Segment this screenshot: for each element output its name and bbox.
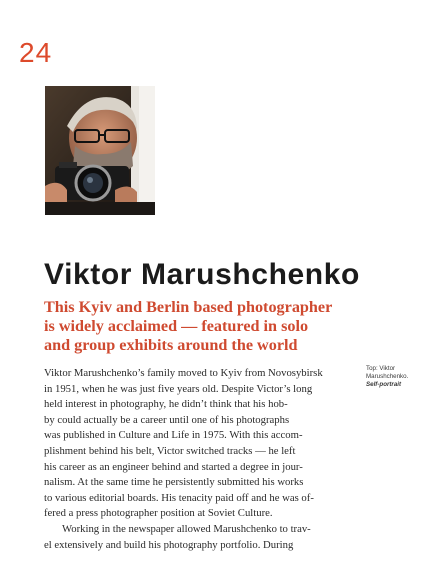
body-line: his career as an engineer behind and started a degree in jour- [44,460,303,473]
camera-portrait-image [45,86,155,215]
caption-line: Top: Viktor [366,365,396,372]
body-line: in 1951, when he was just five years old. Despite Victor’s long [44,382,313,395]
article-subtitle [44,298,384,355]
article-title: Viktor Marushchenko [44,258,360,291]
article-body [44,366,364,553]
body-line: nalism. At the same time he persistently submitted his works [44,476,304,489]
caption-credit: Self-portrait [366,381,402,388]
body-line: plishment behind his belt, Victor switched tracks — he left [44,444,296,457]
page-number: 24 [19,37,53,68]
self-portrait-photo [45,86,155,215]
body-line: to various editorial boards. His tenacity paid off and he was of- [44,491,314,504]
photo-caption [366,365,421,389]
caption-line: Marushchenko. [366,373,409,380]
subtitle-line: is widely acclaimed — featured in solo [44,317,309,335]
body-line: el extensively and build his photography portfolio. During [44,538,294,551]
body-line: was published in Culture and Life in 1975. With this accom- [44,429,303,442]
body-line: Viktor Marushchenko’s family moved to Kyiv from Novosybirsk [44,367,323,379]
subtitle-line: This Kyiv and Berlin based photographer [44,298,333,316]
body-line: fered a press photographer position at Soviet Culture. [44,507,273,520]
subtitle-line: and group exhibits around the world [44,336,298,354]
body-line: Working in the newspaper allowed Marushchenko to trav- [62,522,311,535]
body-line: held interest in photography, he didn’t think that his hob- [44,398,288,411]
body-line: by could actually be a career until one of his photographs [44,413,290,426]
